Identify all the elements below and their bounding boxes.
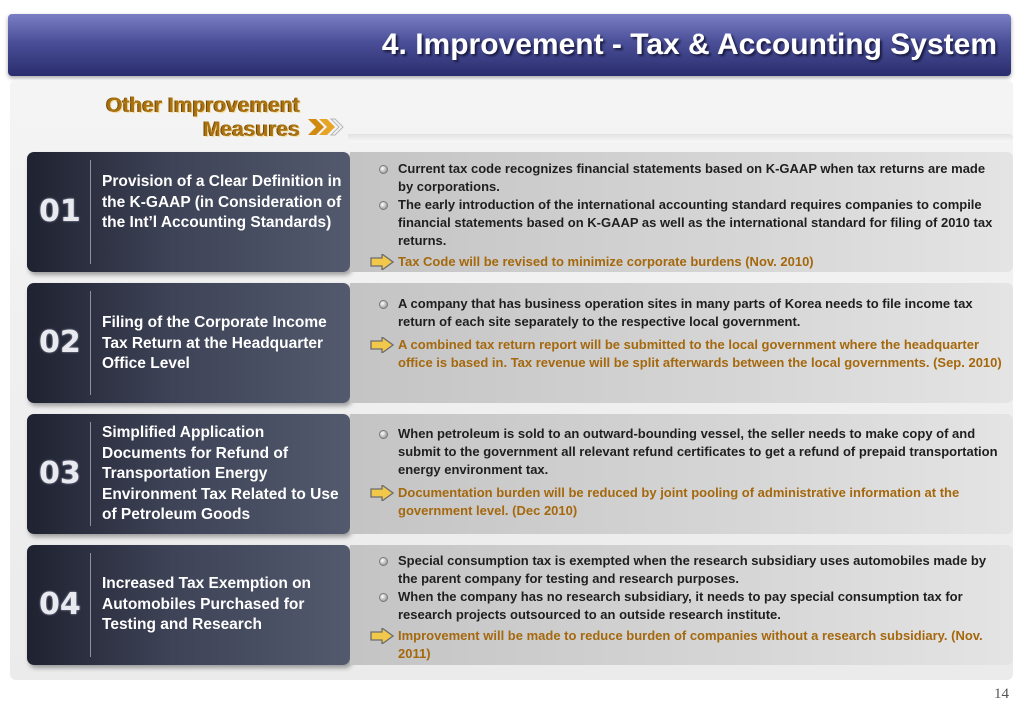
result-text: A combined tax return report will be submitted to the local government where the headquarter office is based in. Tax revenue will be split afterwards between the local governments. (Sep. 2010) [398, 337, 1002, 370]
bullet-item [372, 425, 1002, 479]
measure-row-4 [27, 545, 1013, 665]
measure-row-3 [27, 414, 1013, 534]
measure-number: 04 [39, 587, 81, 622]
arrow-right-icon [370, 337, 394, 353]
measure-detail [350, 414, 1013, 534]
page-title: 4. Improvement - Tax & Accounting System [381, 28, 997, 61]
bullet-icon [379, 300, 388, 309]
bullet-icon [379, 593, 388, 602]
detail-body [372, 160, 1002, 271]
title-bar [8, 14, 1011, 76]
bullet-item [372, 552, 1002, 588]
result-text: Documentation burden will be reduced by joint pooling of administrative information at the government level. (Dec 2010) [398, 485, 960, 518]
bullet-item [372, 196, 1002, 250]
measure-detail [350, 545, 1013, 665]
bullet-icon [379, 165, 388, 174]
section-heading-line1: Other Improvement [106, 94, 300, 117]
double-chevron-icon [306, 117, 346, 137]
detail-body [372, 295, 1002, 372]
measure-card [27, 545, 350, 665]
bullet-text: The early introduction of the international accounting standard requires companies to compile financial statements based on K-GAAP as well as the international standard for filing of 2010 tax returns. [398, 197, 993, 248]
result-text: Improvement will be made to reduce burden of companies without a research subsidiary. (Nov. 2011) [398, 628, 983, 661]
measure-number: 01 [39, 194, 81, 229]
section-heading-line2: Measures [203, 118, 300, 141]
result-text: Tax Code will be revised to minimize corporate burdens (Nov. 2010) [398, 254, 814, 269]
bullet-text: When the company has no research subsidiary, it needs to pay special consumption tax for research projects outsourced to an outside research institute. [398, 589, 963, 622]
card-divider [90, 291, 91, 395]
bullet-icon [379, 430, 388, 439]
measure-detail [350, 283, 1013, 403]
card-divider [90, 422, 91, 526]
bullet-text: When petroleum is sold to an outward-bounding vessel, the seller needs to make copy of and submit to the government all relevant refund certificates to get a refund of prepaid transportation energy environment tax. [398, 426, 998, 477]
measure-number: 03 [39, 456, 81, 491]
bullet-item [372, 295, 1002, 331]
measure-row-2 [27, 283, 1013, 403]
bullet-text: Special consumption tax is exempted when the research subsidiary uses automobiles made by the parent company for testing and research purposes. [398, 553, 987, 586]
top-rule [348, 134, 1013, 142]
measure-heading: Provision of a Clear Definition in the K-GAAP (in Consideration of the Int’l Accounting Standards) [102, 173, 342, 231]
bullet-icon [379, 201, 388, 210]
card-divider [90, 553, 91, 657]
bullet-text: A company that has business operation sites in many parts of Korea needs to file income tax return of each site separately to the respective local government. [398, 296, 973, 329]
measure-card [27, 414, 350, 534]
measure-card [27, 283, 350, 403]
bullet-text: Current tax code recognizes financial statements based on K-GAAP when tax returns are made by corporations. [398, 161, 986, 194]
card-divider [90, 160, 91, 264]
detail-body [372, 552, 1002, 663]
result-item [372, 627, 1002, 663]
detail-body [372, 425, 1002, 520]
measure-heading: Increased Tax Exemption on Automobiles Purchased for Testing and Research [102, 575, 312, 633]
arrow-right-icon [370, 254, 394, 270]
bullet-item [372, 588, 1002, 624]
section-heading [80, 94, 300, 142]
measure-card [27, 152, 350, 272]
measure-detail [350, 152, 1013, 272]
measure-heading: Filing of the Corporate Income Tax Return at the Headquarter Office Level [102, 314, 327, 372]
result-item [372, 336, 1002, 372]
result-item [372, 484, 1002, 520]
measure-heading: Simplified Application Documents for Refund of Transportation Energy Environment Tax Related to Use of Petroleum Goods [102, 424, 339, 523]
measure-number: 02 [39, 325, 81, 360]
arrow-right-icon [370, 628, 394, 644]
page-number: 14 [994, 686, 1009, 702]
arrow-right-icon [370, 485, 394, 501]
bullet-item [372, 160, 1002, 196]
bullet-icon [379, 557, 388, 566]
measure-row-1 [27, 152, 1013, 272]
result-item [372, 253, 1002, 271]
